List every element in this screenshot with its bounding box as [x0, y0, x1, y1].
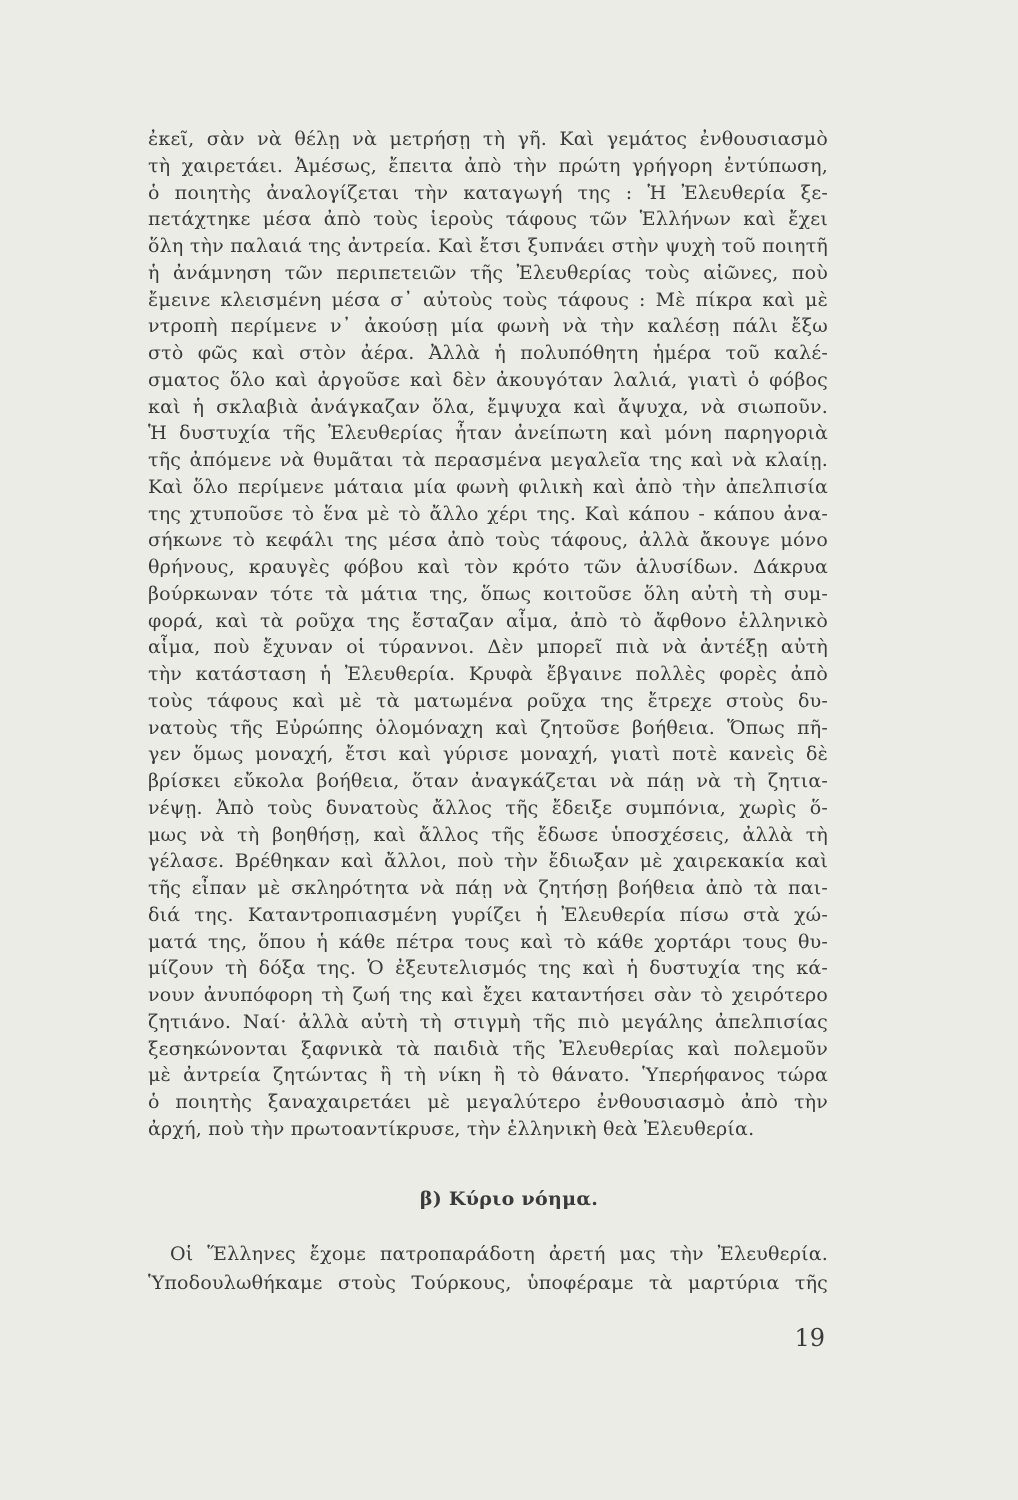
text-line: τοὺς τάφους καὶ μὲ τὰ ματωμένα ροῦχα της ἔτρεχε στοὺς δυ- — [148, 689, 828, 712]
text-line: καὶ ἡ σκλαβιὰ ἀνάγκαζαν ὅλα, ἔμψυχα καὶ ἄψυχα, νὰ σιωποῦν. — [148, 395, 828, 418]
text-line: ντροπὴ περίμενε ν᾿ ἀκούσῃ μία φωνὴ νὰ τὴν καλέσῃ πάλι ἔξω — [148, 315, 828, 338]
text-line: γέλασε. Βρέθηκαν καὶ ἄλλοι, ποὺ τὴν ἔδιωξαν μὲ χαιρεκακία καὶ — [148, 850, 828, 873]
text-line: ἀρχή, ποὺ τὴν πρωτοαντίκρυσε, τὴν ἑλληνικὴ θεὰ Ἐλευθερία. — [148, 1117, 755, 1140]
text-line: Καὶ ὅλο περίμενε μάταια μία φωνὴ φιλικὴ καὶ ἀπὸ τὴν ἀπελπισία — [148, 475, 828, 498]
text-line: τῆς ἀπόμενε νὰ θυμᾶται τὰ περασμένα μεγαλεῖα της καὶ νὰ κλαίῃ. — [148, 449, 828, 471]
text-line: ζητιάνο. Ναί· ἀλλὰ αὐτὴ τὴ στιγμὴ τῆς πιὸ μεγάλης ἀπελπισίας — [148, 1010, 828, 1033]
text-line: Ἡ δυστυχία τῆς Ἐλευθερίας ἦταν ἀνείπωτη καὶ μόνη παρηγοριὰ — [148, 422, 828, 445]
text-line: τῆς εἶπαν μὲ σκληρότητα νὰ πάῃ νὰ ζητήσῃ βοήθεια ἀπὸ τὰ παι- — [148, 877, 828, 899]
text-line: ἔμεινε κλεισμένη μέσα σ᾿ αὐτοὺς τοὺς τάφους : Μὲ πίκρα καὶ μὲ — [148, 288, 828, 311]
text-line: της χτυποῦσε τὸ ἕνα μὲ τὸ ἄλλο χέρι της. Καὶ κάπου - κάπου ἀνα- — [148, 502, 828, 525]
text-line: πετάχτηκε μέσα ἀπὸ τοὺς ἱεροὺς τάφους τῶν Ἑλλήνων καὶ ἔχει — [148, 208, 828, 231]
text-line: νέψῃ. Ἀπὸ τοὺς δυνατοὺς ἄλλος τῆς ἔδειξε συμπόνια, χωρὶς ὅ- — [148, 796, 828, 819]
text-line: Οἱ Ἕλληνες ἔχομε πατροπαράδοτη ἀρετή μας τὴν Ἐλευθερία. — [170, 1243, 828, 1265]
text-line: νατοὺς τῆς Εὐρώπης ὁλομόναχη καὶ ζητοῦσε βοήθεια. Ὅπως πῆ- — [148, 716, 828, 739]
text-line: τὴν κατάσταση ἡ Ἐλευθερία. Κρυφὰ ἔβγαινε πολλὲς φορὲς ἀπὸ — [148, 663, 828, 685]
second-paragraph — [148, 1240, 828, 1298]
section-heading: β) Κύριο νόημα. — [419, 1188, 599, 1210]
text-line: ἐκεῖ, σὰν νὰ θέλῃ νὰ μετρήσῃ τὴ γῆ. Καὶ γεμάτος ἐνθουσιασμὸ — [148, 128, 828, 150]
page-number: 19 — [794, 1324, 825, 1352]
text-line: νουν ἀνυπόφορη τὴ ζωή της καὶ ἔχει καταντήσει σὰν τὸ χειρότερο — [148, 984, 828, 1006]
text-line: βρίσκει εὔκολα βοήθεια, ὅταν ἀναγκάζεται νὰ πάῃ νὰ τὴ ζητια- — [148, 770, 828, 792]
text-line: σήκωνε τὸ κεφάλι της μέσα ἀπὸ τοὺς τάφους, ἀλλὰ ἄκουγε μόνο — [148, 529, 828, 552]
text-line: σματος ὅλο καὶ ἀργοῦσε καὶ δὲν ἀκουγόταν λαλιά, γιατὶ ὁ φόβος — [148, 368, 828, 391]
text-line: γεν ὅμως μοναχή, ἔτσι καὶ γύρισε μοναχή, γιατὶ ποτὲ κανεὶς δὲ — [148, 743, 828, 766]
text-line: ὁ ποιητὴς ξαναχαιρετάει μὲ μεγαλύτερο ἐνθουσιασμὸ ἀπὸ τὴν — [148, 1091, 828, 1113]
main-paragraph — [148, 126, 828, 1143]
text-line: στὸ φῶς καὶ στὸν ἀέρα. Ἀλλὰ ἡ πολυπόθητη ἡμέρα τοῦ καλέ- — [148, 342, 828, 364]
text-line: ματά της, ὅπου ἡ κάθε πέτρα τους καὶ τὸ κάθε χορτάρι τους θυ- — [148, 930, 828, 953]
text-line: μως νὰ τὴ βοηθήσῃ, καὶ ἄλλος τῆς ἔδωσε ὑποσχέσεις, ἀλλὰ τὴ — [148, 823, 828, 846]
text-line: ξεσηκώνονται ξαφνικὰ τὰ παιδιὰ τῆς Ἐλευθερίας καὶ πολεμοῦν — [148, 1037, 828, 1060]
text-line: ὅλη τὴν παλαιά της ἀντρεία. Καὶ ἔτσι ξυπνάει στὴν ψυχὴ τοῦ ποιητῆ — [148, 235, 828, 257]
text-line: θρήνους, κραυγὲς φόβου καὶ τὸν κρότο τῶν ἁλυσίδων. Δάκρυα — [148, 556, 828, 578]
text-line: Ὑποδουλωθήκαμε στοὺς Τούρκους, ὑποφέραμε τὰ μαρτύρια τῆς — [148, 1272, 828, 1294]
text-line: ἡ ἀνάμνηση τῶν περιπετειῶν τῆς Ἐλευθερίας τοὺς αἰῶνες, ποὺ — [148, 261, 828, 284]
text-line: μὲ ἀντρεία ζητώντας ἢ τὴ νίκη ἢ τὸ θάνατο. Ὑπερήφανος τώρα — [148, 1064, 828, 1087]
text-line: τὴ χαιρετάει. Ἀμέσως, ἔπειτα ἀπὸ τὴν πρώτη γρήγορη ἐντύπωση, — [148, 154, 828, 177]
text-line: μίζουν τὴ δόξα της. Ὁ ἐξευτελισμός της καὶ ἡ δυστυχία της κά- — [148, 957, 828, 980]
text-line: βούρκωναν τότε τὰ μάτια της, ὅπως κοιτοῦσε ὅλη αὐτὴ τὴ συμ- — [148, 582, 828, 605]
text-line: αἷμα, ποὺ ἔχυναν οἱ τύραννοι. Δὲν μπορεῖ πιὰ νὰ ἀντέξῃ αὐτὴ — [148, 636, 828, 659]
text-line: φορά, καὶ τὰ ροῦχα της ἔσταζαν αἷμα, ἀπὸ τὸ ἄφθονο ἑλληνικὸ — [148, 609, 828, 632]
text-line: ὁ ποιητὴς ἀναλογίζεται τὴν καταγωγή της : Ἡ Ἐλευθερία ξε- — [148, 181, 828, 204]
text-line: διά της. Καταντροπιασμένη γυρίζει ἡ Ἐλευθερία πίσω στὰ χώ- — [148, 903, 828, 926]
